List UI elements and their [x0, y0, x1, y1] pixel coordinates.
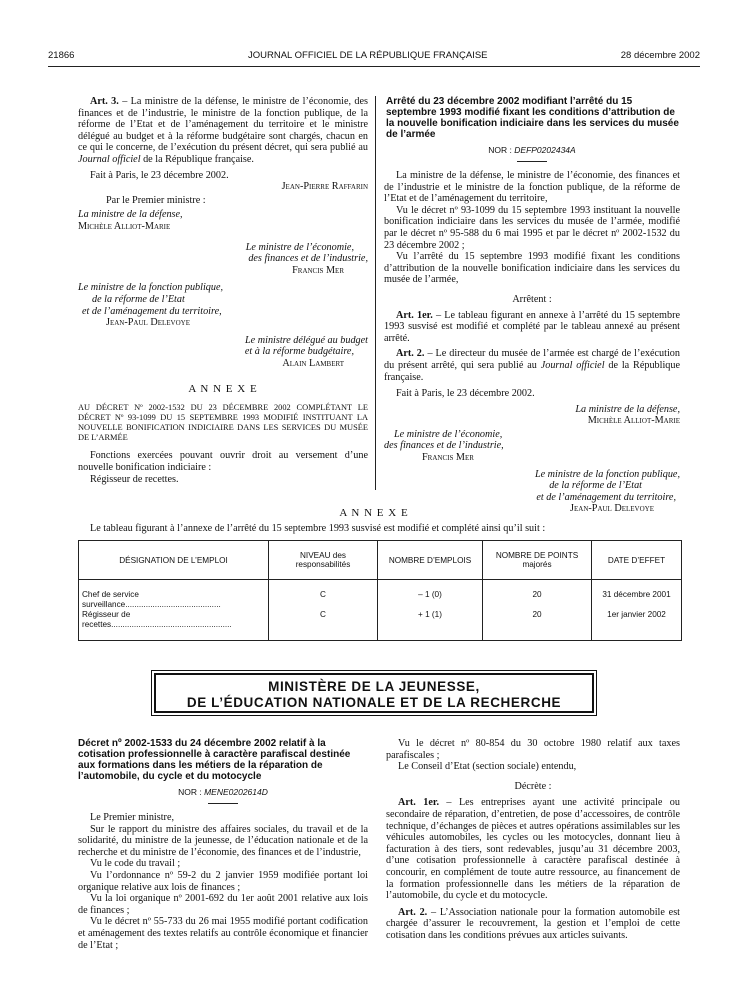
- ministry-line-2: DE L’ÉDUCATION NATIONALE ET DE LA RECHERCHE: [186, 695, 562, 710]
- budget-signature-block: Le ministre délégué au budget et à la réforme budgétaire, Alain Lambert: [244, 334, 368, 369]
- col-niveau: NIVEAU des responsabilités: [269, 541, 378, 580]
- article-3-label: Art. 3.: [90, 96, 119, 107]
- column-divider: [375, 96, 376, 490]
- journal-title: JOURNAL OFFICIEL DE LA RÉPUBLIQUE FRANÇAISE: [248, 50, 488, 61]
- decret-conseil-etat: Le Conseil d’Etat (section sociale) entendu,: [398, 761, 577, 773]
- arrete-p2: Vu le décret nº 93-1099 du 15 septembre 1993 instituant la nouvelle bonification indiciaire dans les services du musée de l’armée, modifié par le décret nº 95-588 du 6 mai 1995 et par le décret nº 2002-1532 du 23 décembre 2002 ;: [384, 204, 680, 251]
- decret-title: Décret nº 2002-1533 du 24 décembre 2002 relatif à la cotisation professionnelle à caractère parafiscal destinée aux formations dans les métiers de la réparation de l’automobile, du cycle et du motocycle: [78, 738, 351, 782]
- arrete-nor: NOR : DEFP0202434A: [488, 145, 576, 155]
- arrete-fait: Fait à Paris, le 23 décembre 2002.: [396, 388, 535, 400]
- arrete-art-1: Art. 1er. – Le tableau figurant en annexe à l’arrêté du 15 septembre 1993 susvisé est modifié et complété par le tableau annexé au présent arrêté.: [384, 309, 680, 344]
- decret-art-2: Art. 2. – L’Association nationale pour la formation automobile est chargée d’assurer le recouvrement, la gestion et l’emploi de cette cotisation dans les conditions prévues aux articles suivants.: [386, 906, 680, 941]
- page-header: [48, 50, 700, 64]
- ministry-line-1: MINISTÈRE DE LA JEUNESSE,: [268, 679, 480, 694]
- col-date: DATE D’EFFET: [592, 541, 682, 580]
- ministry-banner: [154, 673, 594, 713]
- arrete-defense-signature: La ministre de la défense, Michèle Alliot-Marie: [575, 403, 680, 427]
- par-premier-ministre: Par le Premier ministre :: [106, 194, 206, 206]
- article-3: Art. 3. – La ministre de la défense, le ministre de l’économie, des finances et de l’industrie, le ministre de la fonction publique, de la réforme de l’Etat et de l’aménagement du territoire et le ministre délégué au budget et à la réforme budgétaire sont chargés, chacun en ce qui le concerne, de l’exécution du présent décret, qui sera publié au Journal officiel de la République française.: [78, 96, 368, 165]
- nbi-table: [78, 540, 682, 641]
- fait-a-paris: Fait à Paris, le 23 décembre 2002.: [90, 169, 229, 181]
- arrete-p3: Vu l’arrêté du 15 septembre 1993 modifié fixant les conditions d’attribution de la nouvelle bonification indiciaire dans les services du musée de l’armée,: [384, 251, 680, 286]
- decret-p2: Vu le code du travail ;: [90, 858, 181, 870]
- defense-signature: Michèle Alliot-Marie: [78, 220, 171, 232]
- annexe-heading: A N N E X E: [188, 383, 258, 396]
- decrete: Décrète :: [514, 780, 552, 792]
- regisseur-text: Régisseur de recettes.: [90, 473, 179, 485]
- pm-signature: Jean-Pierre Raffarin: [281, 181, 368, 193]
- decret-premier-ministre: Le Premier ministre,: [90, 812, 175, 823]
- annexe-subtitle: AU DÉCRET Nº 2002-1532 DU 23 DÉCEMBRE 2002 COMPLÉTANT LE DÉCRET Nº 93-1099 DU 15 SEPTEMBRE 1993 MODIFIÉ INSTITUANT LA NOUVELLE BONIFICATION INDICIAIRE DANS LES SERVICES DU MUSÉE DE L’ARMÉE: [78, 403, 368, 443]
- eco-signature-block: Le ministre de l’économie, des finances et de l’industrie, Francis Mer: [245, 241, 368, 276]
- decret-p1: Sur le rapport du ministre des affaires sociales, du travail et de la solidarité, du ministre de la jeunesse, de l’éducation nationale et de la recherche et du ministre de l’économie, des finances et de l’industrie,: [78, 823, 368, 858]
- decret-rule: [208, 803, 238, 804]
- table-row: Régisseur de recettes..................................................... C + 1 (1) 20 1er janvier 2002: [79, 610, 682, 641]
- fonctions-text: Fonctions exercées pouvant ouvrir droit au versement d’une nouvelle bonification indiciaire :: [78, 450, 368, 474]
- arrete-eco-signature: Le ministre de l’économie, des finances et de l’industrie, Francis Mer: [384, 428, 504, 464]
- header-rule: [48, 66, 700, 67]
- right-column-top: [384, 96, 680, 515]
- table-header-row: [79, 541, 682, 580]
- decret-p4: Vu la loi organique nº 2001-692 du 1er août 2001 relative aux lois de finances ;: [78, 893, 368, 916]
- arrete-title: Arrêté du 23 décembre 2002 modifiant l’arrêté du 15 septembre 1993 modifié fixant les conditions d’attribution de la nouvelle bonification indiciaire dans les services du musée de l’armée: [386, 96, 679, 140]
- arretent: Arrêtent :: [512, 293, 552, 305]
- defense-role: La ministre de la défense,: [78, 209, 183, 221]
- table-row: Chef de service surveillance.......................................... C – 1 (0) 20 31 décembre 2001: [79, 580, 682, 611]
- header-date: 28 décembre 2002: [620, 50, 700, 61]
- annexe-table: [78, 540, 682, 641]
- annexe-table-intro: Le tableau figurant à l’annexe de l’arrêté du 15 septembre 1993 susvisé est modifié et complété ainsi qu’il suit :: [90, 523, 546, 534]
- decret-art-1: Art. 1er. – Les entreprises ayant une activité principale ou secondaire de réparation, d’entretien, de pose d’accessoires, de contrôle technique, d’échanges de pièces et autres opérations assimilables sur les véhicules automobiles, les cycles ou les motocycles, donnant lieu à facturation à des tiers, sont redevables, jusqu’au 31 décembre 2003, d’une cotisation professionnelle à caractère parafiscal destinée à concourir, en complément de toute autre ressource, au financement de la formation professionnelle dans les métiers de la réparation de l’automobile, du cycle et du motocycle.: [386, 797, 680, 902]
- arrete-fp-signature: Le ministre de la fonction publique, de la réforme de l’Etat et de l’aménagement du territoire, Jean-Paul Delevoye: [534, 468, 680, 515]
- annexe-table-heading: A N N E X E: [339, 507, 409, 519]
- col-nombre-emplois: NOMBRE D’EMPLOIS: [378, 541, 483, 580]
- fp-signature-block: Le ministre de la fonction publique, de la réforme de l’Etat et de l’aménagement du territoire, Jean-Paul Delevoye: [78, 282, 224, 329]
- decret-p5: Vu le décret nº 55-733 du 26 mai 1955 modifié portant codification et aménagement des textes relatifs au contrôle économique et financier de l’Etat ;: [78, 916, 368, 951]
- col-points: NOMBRE DE POINTS majorés: [483, 541, 592, 580]
- arrete-art-2: Art. 2. – Le directeur du musée de l’armée est chargé de l’exécution du présent arrêté, qui sera publié au Journal officiel de la République française.: [384, 348, 681, 383]
- decret-right-column: [386, 738, 680, 942]
- decret-nor: NOR : MENE0202614D: [178, 787, 268, 797]
- decret-left-column: [78, 738, 368, 951]
- page-number: 21866: [48, 50, 75, 61]
- col-designation: DÉSIGNATION DE L’EMPLOI: [79, 541, 269, 580]
- decret-p3: Vu l’ordonnance nº 59-2 du 2 janvier 1959 modifiée portant loi organique relative aux lois de finances ;: [78, 869, 368, 893]
- arrete-rule: [517, 161, 547, 162]
- decret-vu-80-854: Vu le décret nº 80-854 du 30 octobre 1980 relatif aux taxes parafiscales ;: [386, 738, 680, 761]
- left-column-top: [78, 96, 368, 485]
- arrete-p1: La ministre de la défense, le ministre de l’économie, des finances et de l’industrie et le ministre de la fonction publique, de la réforme de l’Etat et de l’aménagement du territoire,: [384, 170, 680, 205]
